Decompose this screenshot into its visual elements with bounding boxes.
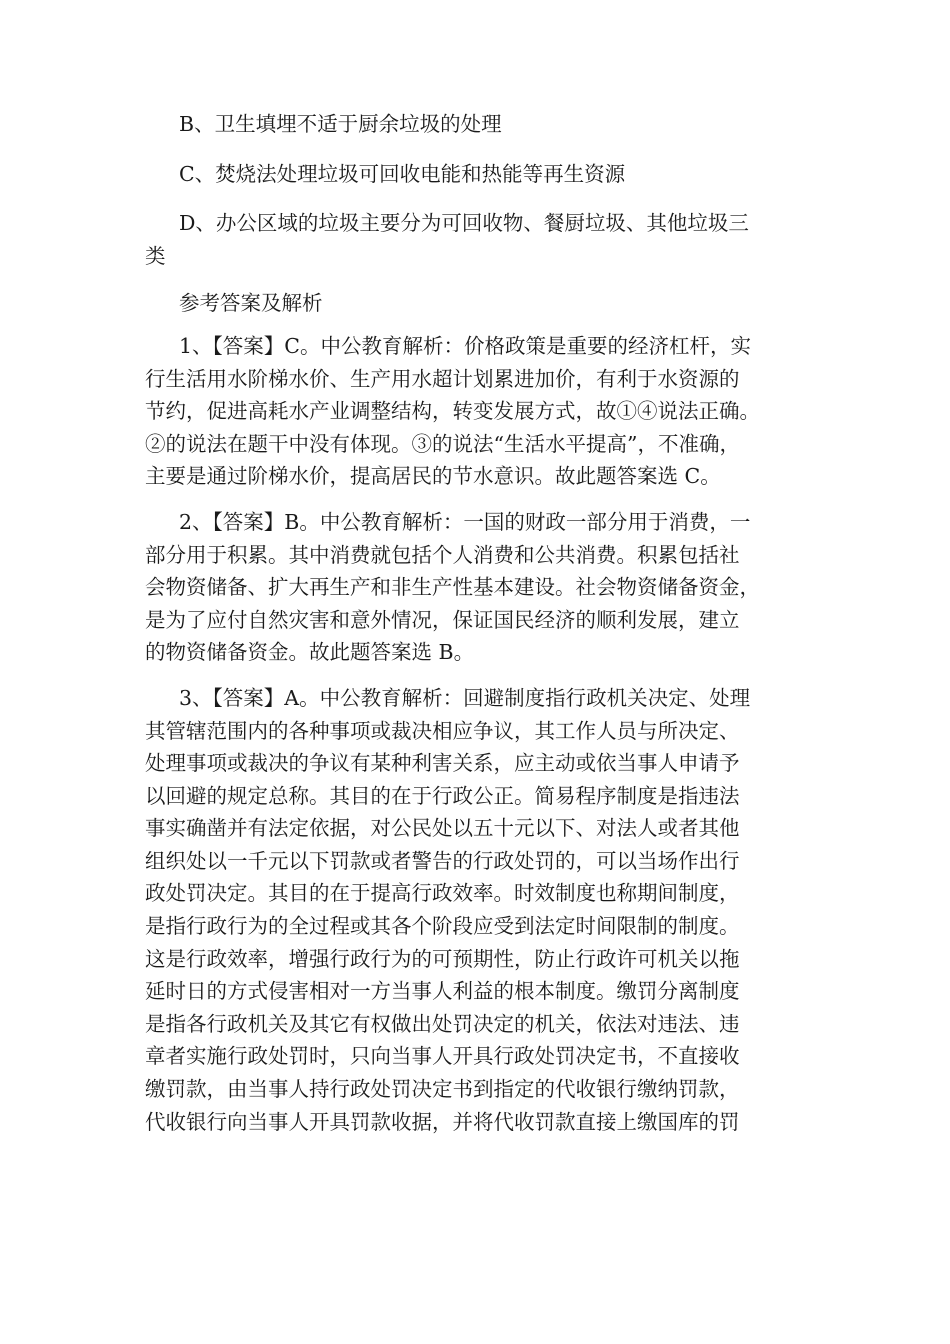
- answer-1-line: 节约，促进高耗水产业调整结构，转变发展方式，故①④说法正确。: [145, 399, 760, 424]
- answer-3-line: 这是行政效率，增强行政行为的可预期性，防止行政许可机关以拖: [145, 946, 740, 971]
- answer-1-line: 行生活用水阶梯水价、生产用水超计划累进加价，有利于水资源的: [145, 366, 740, 391]
- document-body: [145, 108, 820, 1138]
- answer-1-line: 1、【答案】C。中公教育解析：价格政策是重要的经济杠杆，实: [179, 333, 751, 358]
- answer-3-line: 章者实施行政处罚时，只向当事人开具行政处罚决定书，不直接收: [145, 1044, 740, 1069]
- answers-heading: 参考答案及解析: [179, 291, 323, 316]
- answer-2-line: 部分用于积累。其中消费就包括个人消费和公共消费。积累包括社: [145, 542, 740, 567]
- option-d-line: 类: [145, 243, 166, 268]
- answer-3-line: 延时日的方式侵害相对一方当事人利益的根本制度。缴罚分离制度: [145, 979, 740, 1004]
- answer-3-line: 是指各行政机关及其它有权做出处罚决定的机关，依法对违法、违: [145, 1011, 740, 1036]
- answer-3-line: 政处罚决定。其目的在于提高行政效率。时效制度也称期间制度，: [145, 881, 740, 906]
- option-c: C、焚烧法处理垃圾可回收电能和热能等再生资源: [179, 161, 626, 186]
- answer-3-line: 其管辖范围内的各种事项或裁决相应争议，其工作人员与所决定、: [145, 718, 740, 743]
- answer-3-line: 组织处以一千元以下罚款或者警告的行政处罚的，可以当场作出行: [145, 848, 740, 873]
- answer-3-line: 以回避的规定总称。其目的在于行政公正。简易程序制度是指违法: [145, 783, 740, 808]
- answer-3-line: 缴罚款，由当事人持行政处罚决定书到指定的代收银行缴纳罚款，: [145, 1077, 740, 1102]
- answer-1-line: 主要是通过阶梯水价，提高居民的节水意识。故此题答案选 C。: [145, 464, 721, 489]
- answer-3-line: 3、【答案】A。中公教育解析：回避制度指行政机关决定、处理: [179, 685, 751, 710]
- answer-1-line: ②的说法在题干中没有体现。③的说法“生活水平提高”，不准确，: [145, 431, 740, 456]
- option-d-line: D、办公区域的垃圾主要分为可回收物、餐厨垃圾、其他垃圾三: [179, 211, 749, 236]
- answer-3-line: 事实确凿并有法定依据，对公民处以五十元以下、对法人或者其他: [145, 816, 740, 841]
- answer-2-line: 2、【答案】B。中公教育解析：一国的财政一部分用于消费，一: [179, 509, 751, 534]
- option-b: B、卫生填埋不适于厨余垃圾的处理: [179, 112, 502, 136]
- answer-2-line: 会物资储备、扩大再生产和非生产性基本建设。社会物资储备资金，: [145, 575, 760, 600]
- answer-2-line: 是为了应付自然灾害和意外情况，保证国民经济的顺利发展，建立: [145, 607, 740, 632]
- answer-3-line: 代收银行向当事人开具罚款收据，并将代收罚款直接上缴国库的罚: [145, 1109, 740, 1134]
- answer-3-line: 处理事项或裁决的争议有某种利害关系，应主动或依当事人申请予: [145, 751, 740, 776]
- answer-2-line: 的物资储备资金。故此题答案选 B。: [145, 640, 475, 665]
- answer-3-line: 是指行政行为的全过程或其各个阶段应受到法定时间限制的制度。: [145, 914, 740, 939]
